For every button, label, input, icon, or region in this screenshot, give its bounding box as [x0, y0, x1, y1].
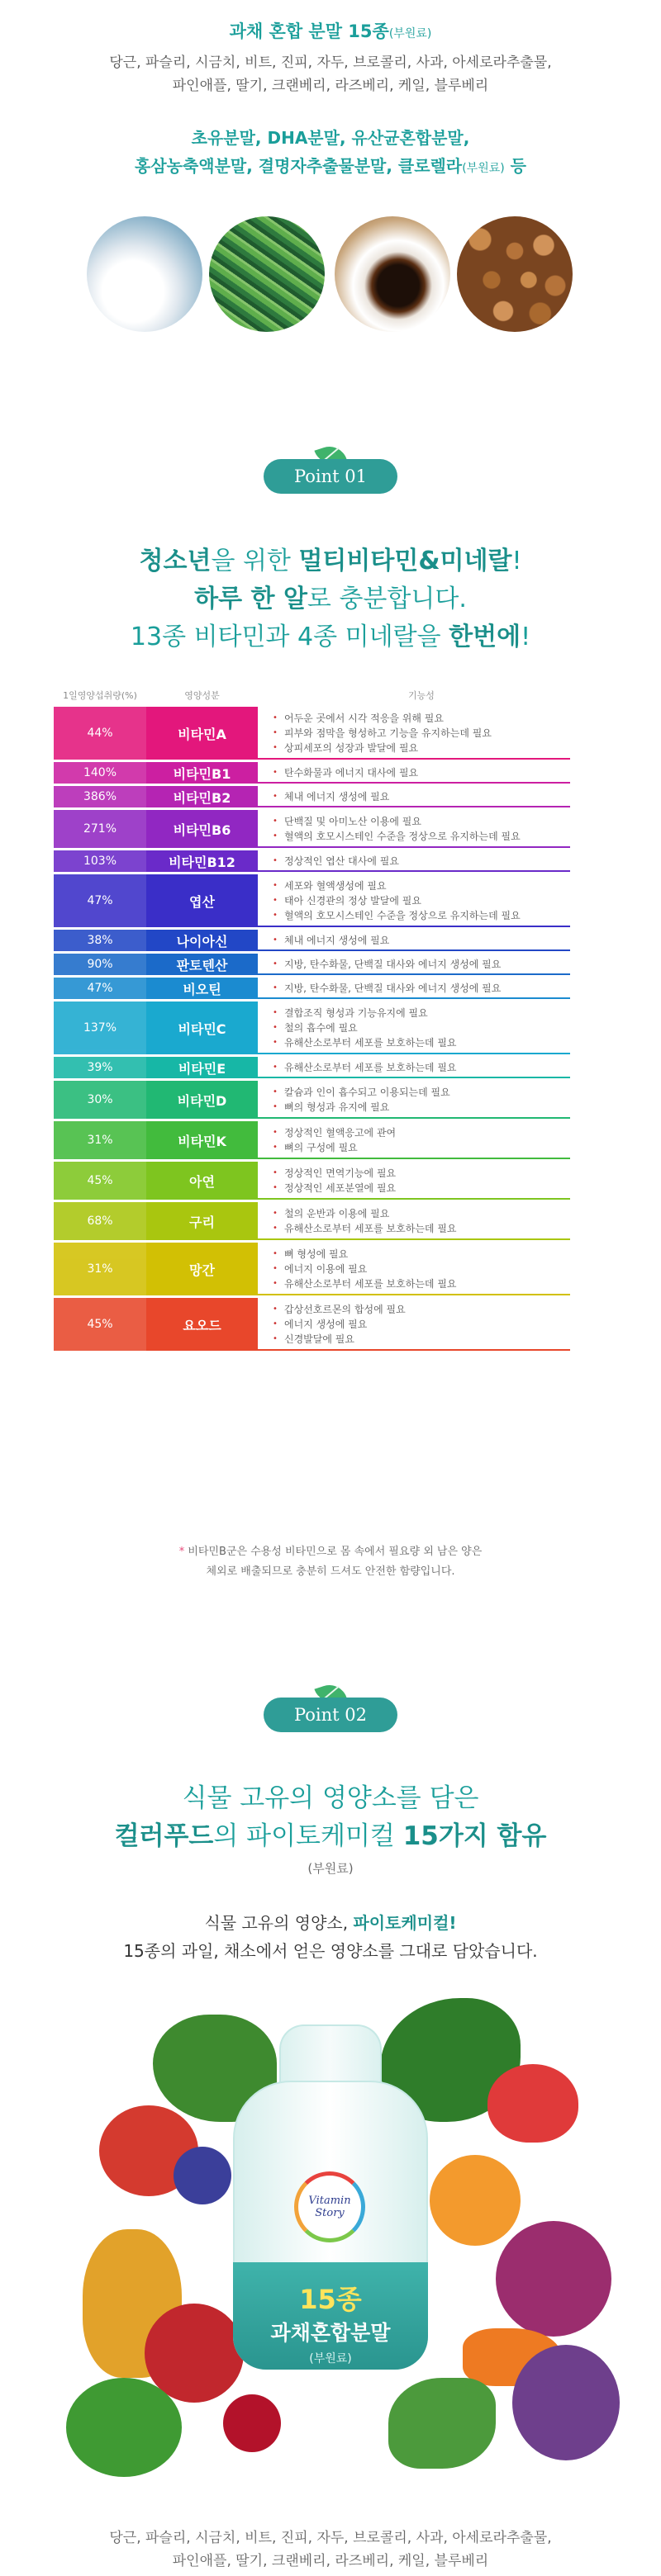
function-item: • 결합조직 형성과 기능유지에 필요 [273, 1006, 570, 1020]
description-line: 15종의 과일, 채소에서 얻은 영양소를 그대로 담았습니다. [123, 1941, 538, 1961]
bottom-ingredient-list [0, 2526, 661, 2573]
table-row [54, 810, 570, 848]
daily-value-cell: 31% [54, 1121, 146, 1159]
function-cell [273, 954, 570, 975]
function-cell [273, 978, 570, 999]
row-divider [258, 870, 570, 872]
point-01-headline-1 [0, 540, 661, 576]
function-item: • 정상적인 세포분열에 필요 [273, 1181, 570, 1196]
headline-text: 13종 비타민과 4종 미네랄을 [130, 623, 449, 651]
table-row [54, 850, 570, 872]
nutrient-name-cell: 비타민E [146, 1057, 258, 1078]
function-item: • 유해산소로부터 세포를 보호하는데 필요 [273, 1221, 570, 1236]
daily-value-cell: 44% [54, 707, 146, 760]
extra-ingredients-end: 등 [504, 156, 526, 176]
bottle-count: 15종 [299, 2284, 362, 2315]
headline-emphasis: 청소년 [139, 547, 212, 575]
function-item: • 뼈 형성에 필요 [273, 1247, 570, 1262]
headline-text: 로 충분합니다. [307, 585, 467, 613]
function-item: • 정상적인 엽산 대사에 필요 [273, 854, 570, 869]
table-row [54, 786, 570, 807]
daily-value-cell: 386% [54, 786, 146, 807]
bottle-note: (부원료) [309, 2352, 352, 2365]
orange-slice [430, 2155, 521, 2246]
function-cell [273, 930, 570, 951]
table-row [54, 1081, 570, 1119]
function-cell [273, 707, 570, 760]
function-item: • 혈액의 호모시스테인 수준을 정상으로 유지하는데 필요 [273, 829, 570, 844]
row-divider [258, 1117, 570, 1119]
daily-value-cell: 90% [54, 954, 146, 975]
daily-value-cell: 47% [54, 978, 146, 999]
function-cell [273, 1243, 570, 1295]
extra-ingredients-main: 홍삼농축액분말, 결명자추출물분말, 클로렐라 [135, 156, 463, 176]
ingredient-title-text: 과채 혼합 분말 15종 [229, 21, 389, 41]
broccoli [66, 2378, 182, 2477]
point-01-badge [264, 446, 397, 494]
point-02-label: Point 02 [264, 1698, 397, 1732]
daily-value-cell: 137% [54, 1002, 146, 1054]
row-divider [258, 846, 570, 848]
nutrient-table [54, 707, 570, 1353]
table-row [54, 1162, 570, 1200]
function-item: • 탄수화물과 에너지 대사에 필요 [273, 765, 570, 780]
note-star: * [178, 1546, 185, 1558]
table-row [54, 930, 570, 951]
nutrient-name-cell: 비타민A [146, 707, 258, 760]
point-02-badge [264, 1684, 397, 1732]
table-row [54, 1121, 570, 1159]
function-item: • 뼈의 구성에 필요 [273, 1140, 570, 1155]
daily-value-cell: 45% [54, 1162, 146, 1200]
row-divider [258, 758, 570, 760]
nutrient-name-cell: 비타민B1 [146, 762, 258, 784]
point-01-headline-3 [0, 616, 661, 652]
headline-text: 을 위한 [211, 547, 299, 575]
function-item: • 유해산소로부터 세포를 보호하는데 필요 [273, 1276, 570, 1291]
function-cell [273, 1002, 570, 1054]
extra-ingredients-note: (부원료) [462, 162, 505, 175]
milk-photo [87, 216, 202, 332]
vitamin-b-note [0, 1542, 661, 1582]
headline-emphasis: 하루 한 알 [194, 585, 307, 613]
description-line [0, 1909, 661, 1937]
point-02-note: (부원료) [307, 1861, 354, 1876]
function-item: • 철의 운반과 이용에 필요 [273, 1206, 570, 1221]
daily-value-cell: 31% [54, 1243, 146, 1295]
function-item: • 에너지 이용에 필요 [273, 1262, 570, 1276]
parsley [388, 2378, 496, 2469]
nutrient-name-cell: 아연 [146, 1162, 258, 1200]
point-02-headline-1: 식물 고유의 영양소를 담은 [182, 1783, 479, 1813]
function-item: • 체내 에너지 생성에 필요 [273, 789, 570, 804]
logo-text-top: Vitamin [308, 2195, 351, 2207]
vitamin-story-logo [294, 2171, 365, 2242]
note-line [0, 1542, 661, 1562]
logo-text-bottom: Story [315, 2207, 345, 2219]
row-divider [258, 1053, 570, 1054]
bottle-product-name: 과채혼합분말 [270, 2321, 391, 2345]
function-cell [273, 1081, 570, 1119]
headline-text: ! [521, 623, 531, 651]
function-cell [273, 1202, 570, 1240]
nutrient-name-cell: 비타민B12 [146, 850, 258, 872]
daily-value-cell: 45% [54, 1298, 146, 1351]
daily-value-cell: 271% [54, 810, 146, 848]
function-item: • 피부와 점막을 형성하고 기능을 유지하는데 필요 [273, 726, 570, 741]
nutrient-name-cell: 구리 [146, 1202, 258, 1240]
table-row [54, 874, 570, 927]
herbal-tea-photo [335, 216, 450, 332]
row-divider [258, 806, 570, 807]
row-divider [258, 782, 570, 784]
note-text: 비타민B군은 수용성 비타민으로 몸 속에서 필요량 외 남은 양은 [184, 1546, 483, 1558]
description-text: 식물 고유의 영양소, [204, 1913, 354, 1933]
table-head-pct: 1일영양섭취량(%) [63, 690, 137, 701]
ingredient-title-note: (부원료) [388, 27, 432, 40]
function-item: • 정상적인 혈액응고에 관여 [273, 1125, 570, 1140]
function-cell [273, 762, 570, 784]
point-02-description [0, 1909, 661, 1965]
row-divider [258, 1158, 570, 1159]
function-item: • 뼈의 형성과 유지에 필요 [273, 1100, 570, 1115]
row-divider [258, 1294, 570, 1295]
beet [496, 2221, 611, 2337]
daily-value-cell: 30% [54, 1081, 146, 1119]
function-cell [273, 1162, 570, 1200]
function-cell [273, 1121, 570, 1159]
extra-ingredients-line: 초유분말, DHA분말, 유산균혼합분말, [191, 128, 470, 148]
probiotic-photo [209, 216, 325, 332]
function-cell [273, 1057, 570, 1078]
note-line: 체외로 배출되므로 충분히 드셔도 안전한 함량입니다. [206, 1565, 455, 1578]
table-head-nutrient: 영양성분 [184, 690, 220, 701]
red-cabbage [512, 2345, 620, 2460]
nutrient-name-cell: 비타민B2 [146, 786, 258, 807]
nutrient-name-cell: 비타민D [146, 1081, 258, 1119]
function-cell [273, 874, 570, 927]
nutrient-name-cell: 망간 [146, 1243, 258, 1295]
daily-value-cell: 47% [54, 874, 146, 927]
extra-ingredients-line [0, 152, 661, 182]
table-row [54, 762, 570, 784]
function-item: • 세포와 혈액생성에 필요 [273, 878, 570, 893]
function-item: • 유해산소로부터 세포를 보호하는데 필요 [273, 1060, 570, 1075]
table-head-function: 기능성 [408, 690, 435, 701]
ingredient-list-line: 당근, 파슬리, 시금치, 비트, 진피, 자두, 브로콜리, 사과, 아세로라추출물, [109, 54, 552, 71]
daily-value-cell: 39% [54, 1057, 146, 1078]
table-row [54, 1002, 570, 1054]
bottom-list-line: 파인애플, 딸기, 크랜베리, 라즈베리, 케일, 블루베리 [172, 2553, 489, 2569]
daily-value-cell: 38% [54, 930, 146, 951]
function-cell [273, 810, 570, 848]
table-row [54, 1057, 570, 1078]
table-row [54, 707, 570, 760]
function-item: • 신경발달에 필요 [273, 1332, 570, 1347]
function-item: • 칼슘과 인이 흡수되고 이용되는데 필요 [273, 1085, 570, 1100]
nutrient-name-cell: 나이아신 [146, 930, 258, 951]
point-01-headline-2 [0, 578, 661, 614]
ingredient-list [0, 51, 661, 97]
table-row [54, 1202, 570, 1240]
function-item: • 유해산소로부터 세포를 보호하는데 필요 [273, 1035, 570, 1050]
row-divider [258, 926, 570, 927]
row-divider [258, 997, 570, 999]
nutrient-name-cell: 비타민C [146, 1002, 258, 1054]
headline-text: 의 파이토케미컬 [213, 1821, 403, 1851]
function-item: • 체내 에너지 생성에 필요 [273, 933, 570, 948]
daily-value-cell: 68% [54, 1202, 146, 1240]
daily-value-cell: 140% [54, 762, 146, 784]
daily-value-cell: 103% [54, 850, 146, 872]
function-item: • 상피세포의 성장과 발달에 필요 [273, 741, 570, 755]
function-item: • 에너지 생성에 필요 [273, 1317, 570, 1332]
point-02-headline-2 [0, 1815, 661, 1852]
cherry [223, 2394, 281, 2452]
table-row [54, 978, 570, 999]
nutrient-name-cell: 비타민B6 [146, 810, 258, 848]
headline-emphasis: 컬러푸드 [114, 1821, 214, 1851]
headline-emphasis: 15가지 함유 [402, 1821, 547, 1851]
table-row [54, 1298, 570, 1351]
function-item: • 태아 신경관의 정상 발달에 필요 [273, 893, 570, 908]
row-divider [258, 1077, 570, 1078]
headline-emphasis: 멀티비타민&미네랄 [298, 547, 512, 575]
table-row [54, 954, 570, 975]
blueberry [174, 2147, 231, 2204]
ingredient-list-line: 파인애플, 딸기, 크랜베리, 라즈베리, 케일, 블루베리 [172, 78, 489, 94]
row-divider [258, 973, 570, 975]
extra-ingredients [0, 124, 661, 182]
function-item: • 정상적인 면역기능에 필요 [273, 1166, 570, 1181]
nutrient-name-cell: 엽산 [146, 874, 258, 927]
bottle-neck [279, 2024, 382, 2084]
row-divider [258, 949, 570, 951]
nutrient-name-cell: 요오드 [146, 1298, 258, 1351]
row-divider [258, 1198, 570, 1200]
row-divider [258, 1238, 570, 1240]
function-item: • 어두운 곳에서 시각 적응을 위해 필요 [273, 711, 570, 726]
nutrient-name-cell: 비타민K [146, 1121, 258, 1159]
function-item: • 혈액의 호모시스테인 수준을 정상으로 유지하는데 필요 [273, 908, 570, 923]
function-cell [273, 1298, 570, 1351]
function-item: • 단백질 및 아미노산 이용에 필요 [273, 814, 570, 829]
nutrient-name-cell: 비오틴 [146, 978, 258, 999]
headline-text: ! [511, 547, 522, 575]
bottom-list-line: 당근, 파슬리, 시금치, 비트, 진피, 자두, 브로콜리, 사과, 아세로라추출물, [109, 2530, 552, 2546]
table-row [54, 1243, 570, 1295]
function-cell [273, 786, 570, 807]
strawberry [487, 2064, 578, 2143]
row-divider [258, 1349, 570, 1351]
description-emphasis: 파이토케미컬! [353, 1913, 457, 1933]
nutrient-name-cell: 판토텐산 [146, 954, 258, 975]
function-item: • 철의 흡수에 필요 [273, 1020, 570, 1035]
point-01-label: Point 01 [264, 459, 397, 494]
function-item: • 지방, 탄수화물, 단백질 대사와 에너지 생성에 필요 [273, 957, 570, 972]
function-cell [273, 850, 570, 872]
function-item: • 갑상선호르몬의 합성에 필요 [273, 1302, 570, 1317]
function-item: • 지방, 탄수화물, 단백질 대사와 에너지 생성에 필요 [273, 981, 570, 996]
ingredient-title [0, 18, 661, 43]
seeds-photo [457, 216, 573, 332]
headline-emphasis: 한번에 [449, 623, 521, 651]
